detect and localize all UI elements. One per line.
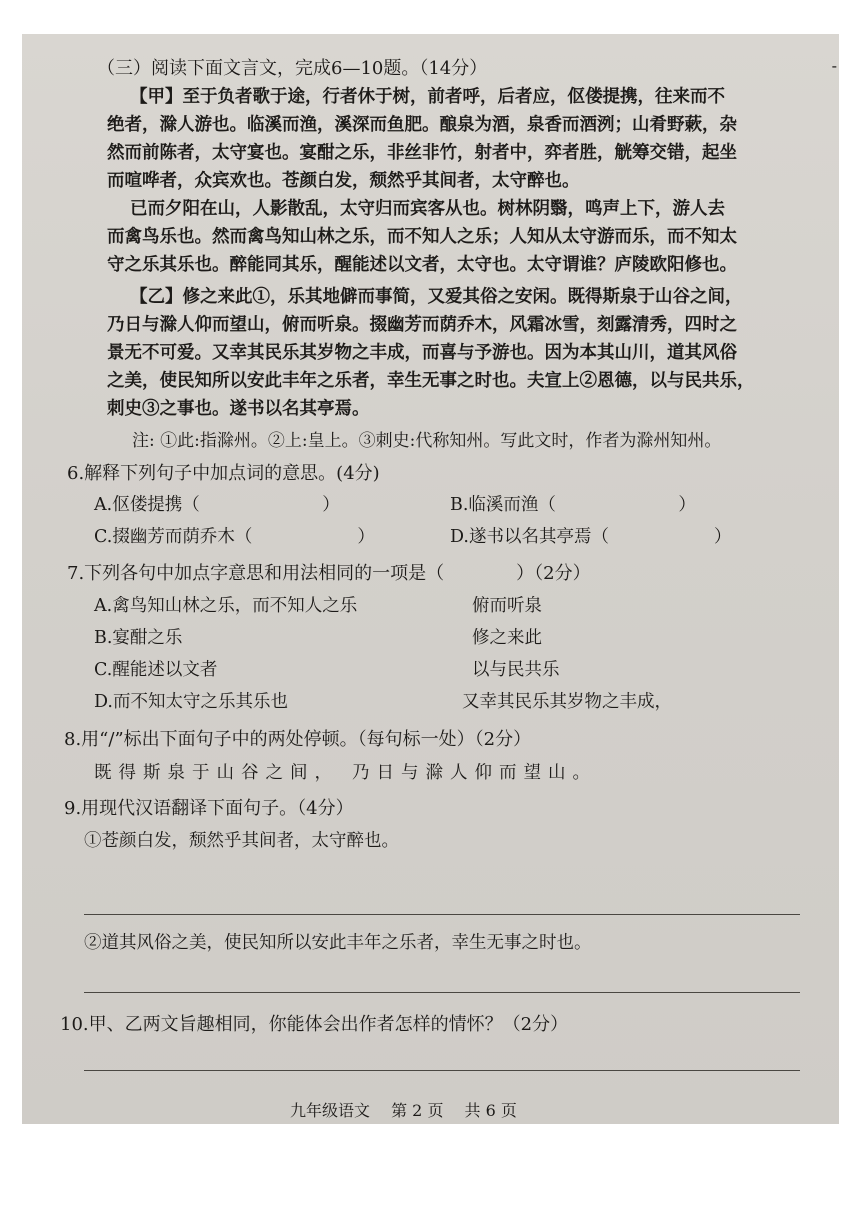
jia-line-5: 已而夕阳在山，人影散乱，太守归而宾客从也。树林阴翳，鸣声上下，游人去 <box>130 199 725 219</box>
q7-option-d-right: 又幸其民乐其岁物之丰成， <box>462 692 672 712</box>
q9-sentence-2: ②道其风俗之美，使民知所以安此丰年之乐者，幸生无事之时也。 <box>84 933 592 953</box>
yi-line-3: 景无不可爱。又幸其民乐其岁物之丰成，而喜与予游也。因为本其山川，道其风俗 <box>107 343 737 363</box>
page-footer: 九年级语文 第 2 页 共 6 页 <box>290 1101 517 1120</box>
yi-line-5: 刺史③之事也。遂书以名其亭焉。 <box>107 399 370 419</box>
yi-line-4: 之美，使民知所以安此丰年之乐者，幸生无事之时也。夫宣上②恩德，以与民共乐， <box>107 371 755 391</box>
jia-line-7: 守之乐其乐也。醉能同其乐，醒能述以文者，太守也。太守谓谁？庐陵欧阳修也。 <box>107 255 737 275</box>
q7-option-d-left: D.而不知太守之乐其乐也 <box>94 692 288 712</box>
jia-line-1: 【甲】至于负者歌于途，行者休于树，前者呼，后者应，伛偻提携，往来而不 <box>130 87 725 107</box>
jia-line-2: 绝者，滁人游也。临溪而渔，溪深而鱼肥。酿泉为酒，泉香而酒洌；山肴野蔌，杂 <box>107 115 737 135</box>
q7-option-b-right: 修之来此 <box>472 628 542 648</box>
q7-option-c-left: C.醒能述以文者 <box>94 660 218 680</box>
q8-sentence-a: 既得斯泉于山谷之间， <box>94 763 339 783</box>
q7-option-a-right: 俯而听泉 <box>472 596 542 616</box>
q9-sentence-1: ①苍颜白发，颓然乎其间者，太守醉也。 <box>84 831 399 851</box>
section-title: （三）阅读下面文言文，完成6—10题。（14分） <box>97 58 488 79</box>
yi-line-1: 【乙】修之来此①，乐其地僻而事简，又爱其俗之安闲。既得斯泉于山谷之间， <box>130 287 743 307</box>
q7-stem: 7.下列各句中加点字意思和用法相同的一项是（ ）（2分） <box>67 563 591 584</box>
exam-page <box>22 34 839 1124</box>
q7-option-c-right: 以与民共乐 <box>472 660 560 680</box>
q8-sentence-b: 乃日与滁人仰而望山。 <box>352 763 597 783</box>
page-edge-mark: - <box>831 56 837 75</box>
q7-option-a-left: A.禽鸟知山林之乐，而不知人之乐 <box>94 596 358 616</box>
q8-stem: 8.用“/”标出下面句子中的两处停顿。（每句标一处）（2分） <box>64 729 532 750</box>
q6-option-d: D.遂书以名其亭焉（ ） <box>450 527 732 547</box>
q7-option-b-left: B.宴酣之乐 <box>94 628 183 648</box>
q10-stem: 10.甲、乙两文旨趣相同，你能体会出作者怎样的情怀？（2分） <box>60 1014 569 1035</box>
yi-line-2: 乃日与滁人仰而望山，俯而听泉。掇幽芳而荫乔木，风霜冰雪，刻露清秀，四时之 <box>107 315 737 335</box>
q6-option-c: C.掇幽芳而荫乔木（ ） <box>94 527 375 547</box>
jia-line-4: 而喧哗者，众宾欢也。苍颜白发，颓然乎其间者，太守醉也。 <box>107 171 580 191</box>
q9-stem: 9.用现代汉语翻译下面句子。（4分） <box>64 798 354 819</box>
q9-answer-line-2[interactable] <box>84 992 800 993</box>
q9-answer-line-1[interactable] <box>84 914 800 915</box>
jia-line-6: 而禽鸟乐也。然而禽鸟知山林之乐，而不知人之乐；人知从太守游而乐，而不知太 <box>107 227 737 247</box>
q6-option-a: A.伛偻提携（ ） <box>94 495 340 515</box>
jia-line-3: 然而前陈者，太守宴也。宴酣之乐，非丝非竹，射者中，弈者胜，觥筹交错，起坐 <box>107 143 737 163</box>
annotation-note: 注: ①此:指滁州。②上:皇上。③刺史:代称知州。写此文时，作者为滁州知州。 <box>132 431 722 451</box>
q10-answer-line[interactable] <box>84 1070 800 1071</box>
q6-option-b: B.临溪而渔（ ） <box>450 495 696 515</box>
q6-stem: 6.解释下列句子中加点词的意思。(4分) <box>67 463 380 484</box>
